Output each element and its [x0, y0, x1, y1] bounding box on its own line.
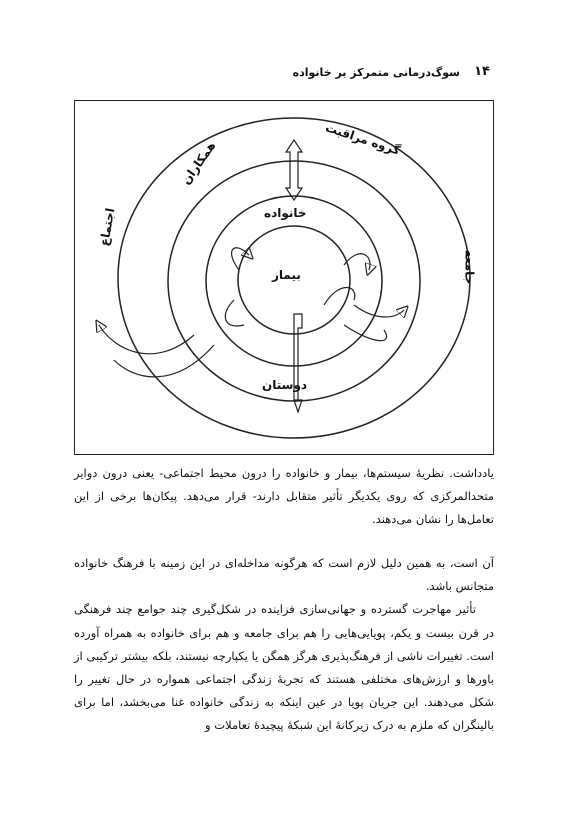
arrow-right-outward-2 [344, 325, 387, 341]
paragraph-1: آن است، به همین دلیل لازم است که هرگونه مداخله‌ای در این زمینه با فرهنگ خانواده متجانس باشد. [74, 556, 494, 594]
page-number: ۱۴ [474, 64, 490, 79]
label-community: اجتماع [96, 206, 118, 248]
arrow-right-inner [324, 288, 355, 306]
label-colleagues: همکاران [178, 138, 219, 188]
label-friends: دوستان [262, 378, 308, 392]
arrow-left-lower [225, 300, 244, 326]
arrow-right-outward [354, 305, 404, 317]
paragraph-2: تأثیر مهاجرت گسترده و جهانی‌سازی فزاینده در شکل‌گیری چند جوامع چند فرهنگی در قرن بیست و یکم، پویایی‌هایی را هم برای جامعه و هم برای خانواده به همراه آورده است. تغییرات ناشی از فرهنگ‌پذیری هرگز همگن یا یکپارچه نیستند، بلکه بیشتر ترکیبی از باورها و ارزش‌های مختلفی هستند که تجربهٔ زندگی اجتماعی همواره در حال تغییر را شکل می‌دهند. این جریان پویا در عین اینکه به زندگی خانواده غنا می‌بخشد، اما برای بالینگران که ملزم به درک زیرکانهٔ این شبکهٔ پیچیدهٔ تعاملات و [74, 602, 494, 733]
arrow-top-double [286, 140, 302, 200]
label-society: جامعه [462, 249, 477, 285]
arrow-left-outward [99, 325, 194, 354]
figure-caption: یادداشت. نظریهٔ سیستم‌ها، بیمار و خانواده را درون محیط اجتماعی- یعنی درون دوایر متحدالمرکزی که روی یکدیگر تأثیر متقابل دارند- قرار می‌دهد. پیکان‌ها برخی از این تعامل‌ها را نشان می‌دهند. [74, 466, 494, 526]
label-care-team: گروه مراقبت [323, 120, 402, 158]
curved-arrows [99, 248, 404, 377]
body-text [74, 552, 494, 738]
running-title: سوگ‌درمانی متمرکز بر خانواده [292, 66, 460, 79]
arrow-bottom-double [294, 314, 302, 412]
page-header [60, 64, 490, 84]
label-family: خانواده [264, 206, 307, 220]
figure-concentric-circles [74, 100, 494, 455]
label-patient: بیمار [272, 268, 301, 282]
